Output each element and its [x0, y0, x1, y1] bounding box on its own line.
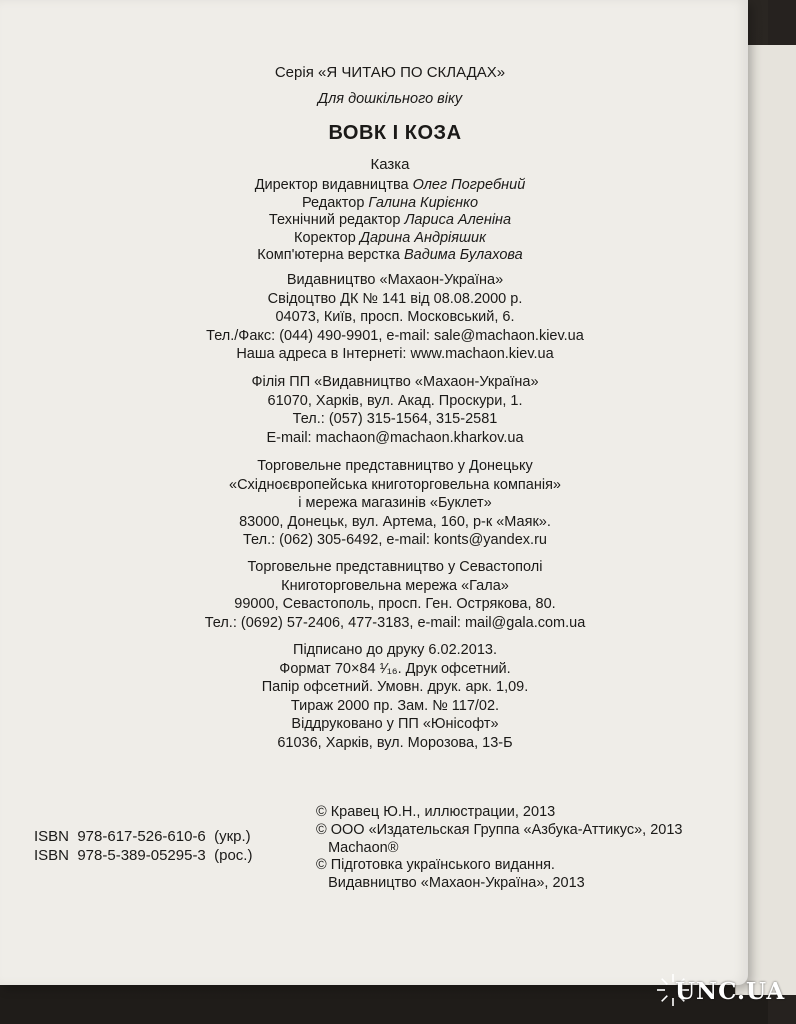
donetsk-block — [0, 458, 790, 551]
isbn-line: ISBN 978-617-526-610-6 (укр.) — [34, 828, 251, 845]
credit-name: Вадима Булахова — [403, 247, 523, 263]
printing-line: Формат 70×84 ¹⁄₁₆. Друк офсетний. — [279, 660, 511, 677]
copyright-line: Machaon® — [316, 839, 399, 856]
printing-line: Підписано до друку 6.02.2013. — [293, 642, 497, 658]
isbn-line: ISBN 978-5-389-05295-3 (рос.) — [34, 846, 253, 864]
donetsk-line: і мережа магазинів «Буклет» — [298, 495, 492, 512]
copyright-line: © ООО «Издательская Группа «Азбука-Аттикус», 2013 — [316, 821, 683, 838]
copyright-line: © Кравец Ю.Н., иллюстрации, 2013 — [316, 804, 556, 820]
copyright-line: © Підготовка українського видання. — [316, 857, 555, 874]
credit-name: Олег Погребний — [412, 177, 526, 193]
sevastopol-line: Торговельне представництво у Севастополі — [247, 559, 543, 575]
copyright-block — [316, 804, 683, 893]
book-title: ВОВК І КОЗА — [328, 122, 462, 144]
donetsk-line: Тел.: (062) 305-6492, e-mail: konts@yandex.ru — [243, 532, 547, 549]
printing-line: Папір офсетний. Умовн. друк. арк. 1,09. — [261, 679, 529, 696]
credit-role: Коректор — [294, 229, 356, 246]
credit-line — [0, 212, 780, 230]
branch-line: Філія ПП «Видавництво «Махаон-Україна» — [251, 374, 539, 390]
credit-line — [0, 177, 780, 195]
isbn-block — [34, 828, 252, 865]
publisher-line: Наша адреса в Інтернеті: www.machaon.kiev.ua — [236, 346, 554, 363]
credit-role: Директор видавництва — [254, 177, 409, 193]
credit-line — [0, 195, 780, 213]
branch-block — [0, 374, 790, 448]
donetsk-line: Торговельне представництво у Донецьку — [257, 458, 533, 474]
publisher-block — [0, 272, 790, 365]
site-watermark — [655, 968, 786, 1018]
credit-name: Галина Кирієнко — [368, 194, 479, 211]
copyright-line: Видавництво «Махаон-Україна», 2013 — [316, 875, 585, 892]
book-subtitle: Казка — [370, 156, 410, 173]
printing-line: Тираж 2000 пр. Зам. № 117/02. — [290, 697, 500, 714]
printing-line: Віддруковано у ПП «Юнісофт» — [291, 716, 499, 733]
branch-line: 61070, Харків, вул. Акад. Проскури, 1. — [267, 392, 523, 409]
publisher-line: Тел./Факс: (044) 490-9901, e-mail: sale@machaon.kiev.ua — [206, 327, 584, 344]
sevastopol-line: Тел.: (0692) 57-2406, 477-3183, e-mail: mail@gala.com.ua — [204, 614, 586, 631]
credit-role: Редактор — [301, 194, 365, 211]
credit-line — [0, 230, 780, 248]
credit-role: Комп'ютерна верстка — [257, 247, 400, 263]
branch-line: Тел.: (057) 315-1564, 315-2581 — [292, 411, 498, 428]
printing-block — [0, 642, 790, 754]
donetsk-line: 83000, Донецьк, вул. Артема, 160, р-к «Маяк». — [239, 513, 551, 530]
donetsk-line: «Східноєвропейська книготорговельна компанія» — [229, 476, 561, 493]
sevastopol-line: Книготорговельна мережа «Гала» — [281, 577, 509, 594]
series-line: Серія «Я ЧИТАЮ ПО СКЛАДАХ» — [274, 64, 506, 81]
credit-name: Лариса Аленіна — [404, 212, 512, 228]
credit-line — [0, 247, 780, 265]
sevastopol-line: 99000, Севастополь, просп. Ген. Острякова, 80. — [234, 596, 556, 613]
credit-name: Дарина Андріяшик — [359, 229, 486, 246]
branch-line: E-mail: machaon@machaon.kharkov.ua — [266, 429, 524, 446]
publisher-line: 04073, Київ, просп. Московський, 6. — [275, 309, 515, 326]
age-line: Для дошкільного віку — [317, 91, 463, 107]
sevastopol-block — [0, 559, 790, 633]
credits-block — [0, 177, 780, 265]
printing-line: 61036, Харків, вул. Морозова, 13-Б — [277, 734, 513, 751]
publisher-line: Свідоцтво ДК № 141 від 08.08.2000 р. — [267, 290, 523, 307]
publisher-line: Видавництво «Махаон-Україна» — [286, 272, 504, 288]
watermark-text: UNC.UA — [675, 978, 786, 1005]
credit-role: Технічний редактор — [268, 212, 401, 228]
